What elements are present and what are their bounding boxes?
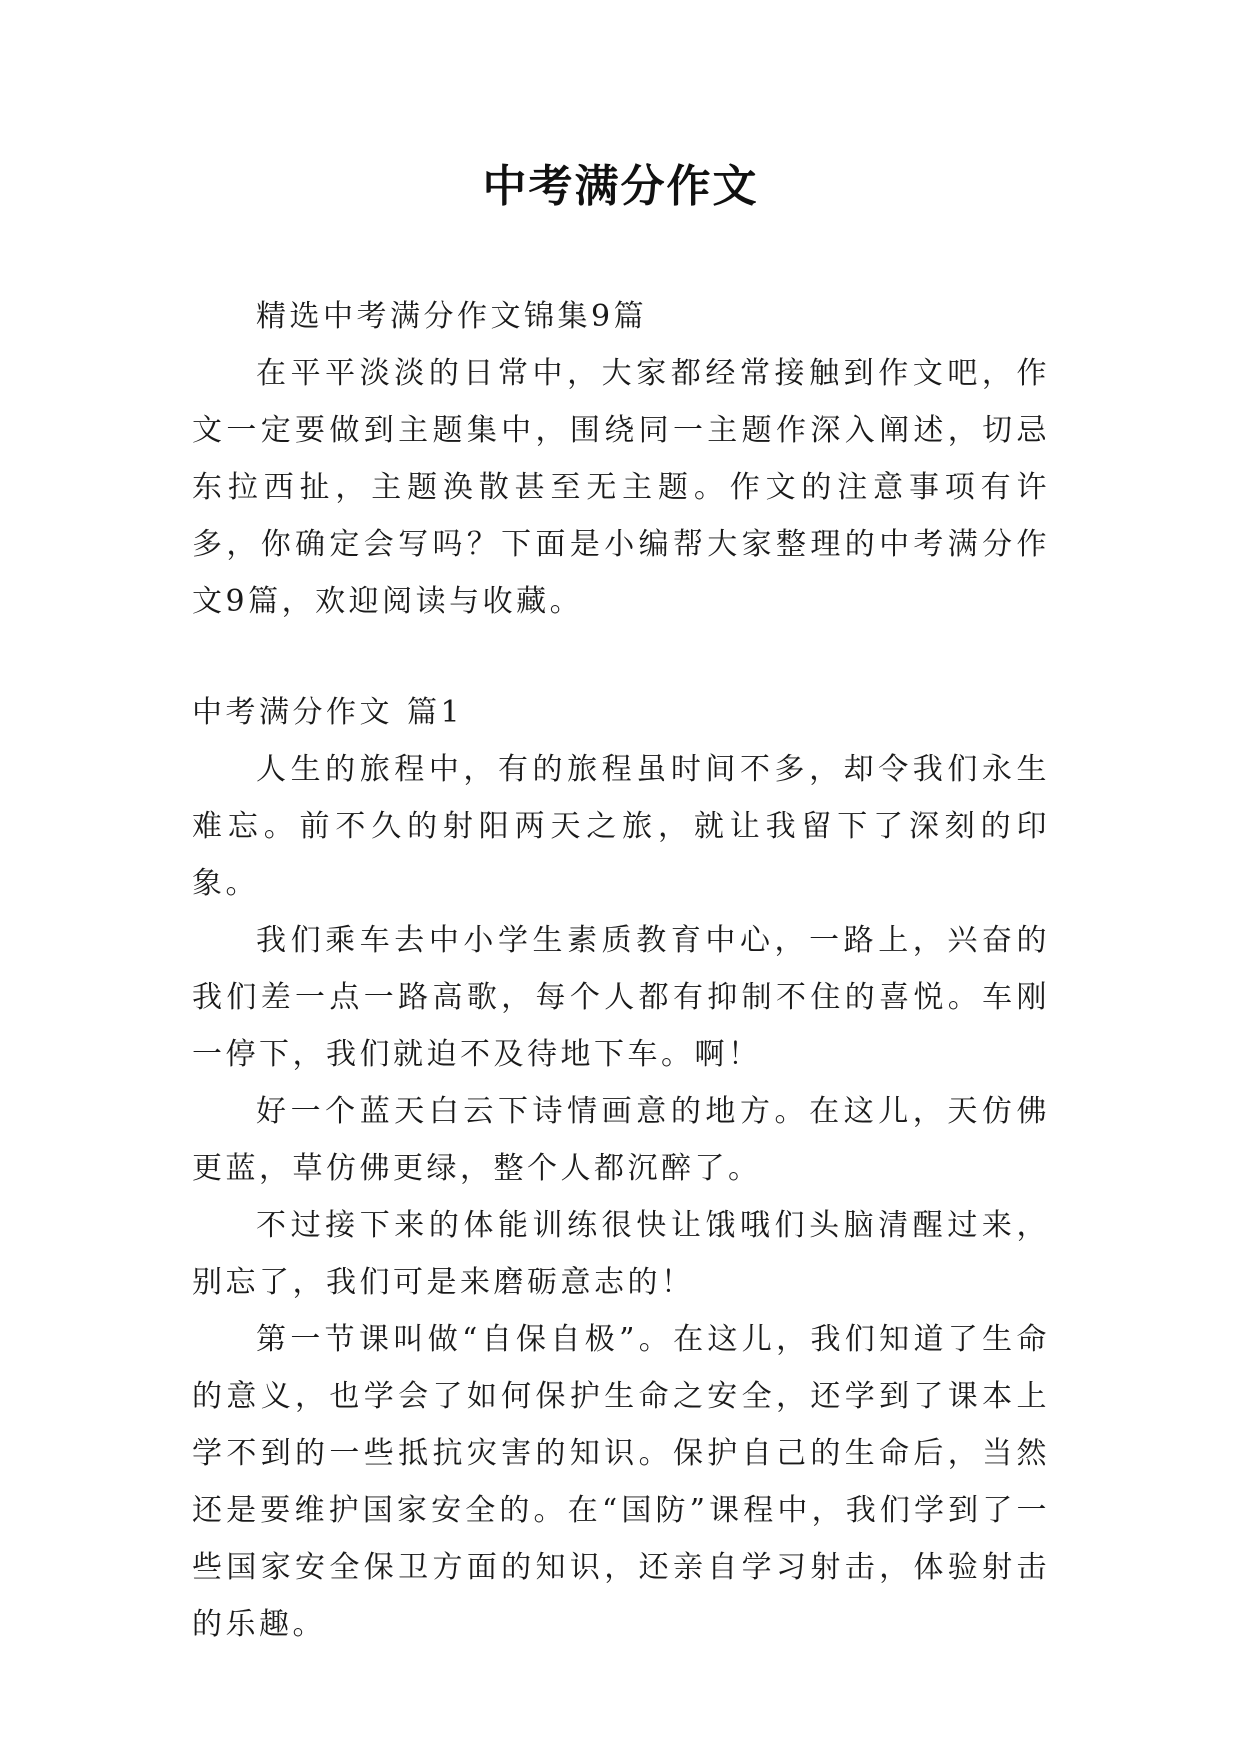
- paragraph-5: 第一节课叫做“自保自极”。在这儿，我们知道了生命的意义，也学会了如何保护生命之安全，还学到了课本上学不到的一些抵抗灾害的知识。保护自己的生命后，当然还是要维护国家安全的。在“国防”课程中，我们学到了一些国家安全保卫方面的知识，还亲自学习射击，体验射击的乐趣。: [192, 1322, 1050, 1642]
- section-spacer: [192, 630, 1050, 684]
- section-number: 篇1: [407, 695, 464, 730]
- document-title: 中考满分作文: [482, 161, 759, 212]
- paragraph-3: 好一个蓝天白云下诗情画意的地方。在这儿，天仿佛更蓝，草仿佛更绿，整个人都沉醉了。: [192, 1094, 1050, 1186]
- intro-heading: 精选中考满分作文锦集9篇: [256, 299, 648, 334]
- section-heading: [192, 684, 1050, 741]
- paragraph-4: 不过接下来的体能训练很快让饿哦们头脑清醒过来，别忘了，我们可是来磨砺意志的！: [192, 1208, 1050, 1300]
- section-title: 中考满分作文: [192, 695, 393, 730]
- paragraph-1: 人生的旅程中，有的旅程虽时间不多，却令我们永生难忘。前不久的射阳两天之旅，就让我留下了深刻的印象。: [192, 752, 1050, 901]
- intro-paragraph: 在平平淡淡的日常中，大家都经常接触到作文吧，作文一定要做到主题集中，围绕同一主题作深入阐述，切忌东拉西扯，主题涣散甚至无主题。作文的注意事项有许多，你确定会写吗？下面是小编帮大家整理的中考满分作文9篇，欢迎阅读与收藏。: [192, 356, 1050, 619]
- document-body: [192, 288, 1050, 1653]
- paragraph-2: 我们乘车去中小学生素质教育中心，一路上，兴奋的我们差一点一路高歌，每个人都有抑制不住的喜悦。车刚一停下，我们就迫不及待地下车。啊！: [192, 923, 1050, 1072]
